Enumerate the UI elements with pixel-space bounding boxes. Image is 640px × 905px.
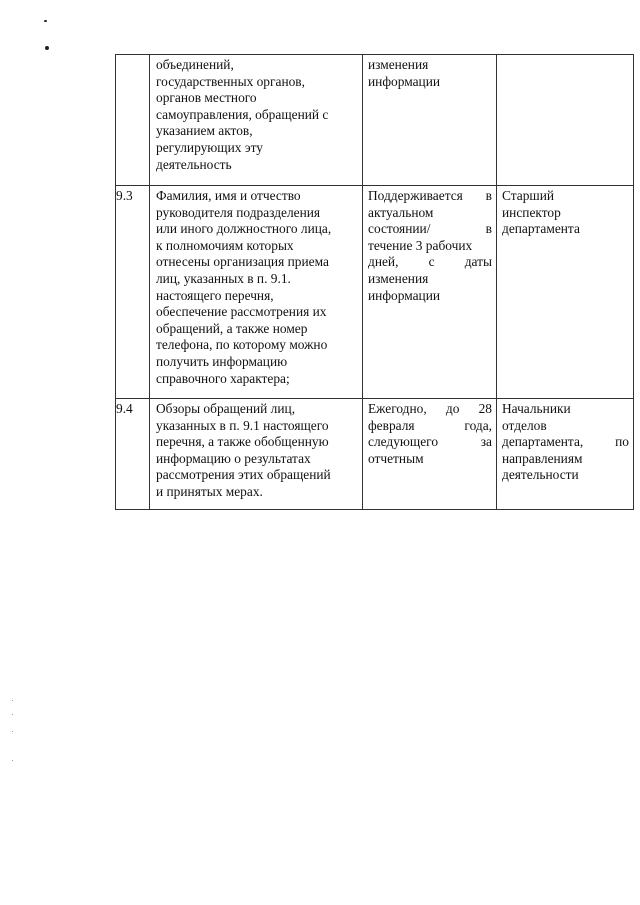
text-line	[368, 451, 492, 468]
text-line	[368, 271, 492, 288]
text-line	[502, 434, 629, 451]
word: следующего	[368, 434, 439, 450]
item-description	[150, 186, 363, 399]
word: изменения	[368, 270, 429, 286]
text-line	[368, 288, 492, 305]
text-line: обращений, а также номер	[156, 320, 308, 336]
word: года,	[464, 417, 492, 433]
document-table	[115, 54, 634, 510]
text-line	[368, 434, 492, 451]
text-line	[368, 74, 492, 91]
word: Ежегодно,	[368, 401, 427, 416]
word: дней,	[368, 254, 399, 270]
item-term	[363, 399, 497, 510]
text-line: настоящего перечня,	[156, 287, 274, 303]
table-row	[116, 186, 634, 399]
word: актуальном	[368, 204, 434, 220]
text-line: или иного должностного лица,	[156, 221, 332, 237]
word: до	[445, 401, 460, 416]
item-responsible	[497, 399, 634, 510]
text-line	[502, 221, 629, 238]
text-line: указанных в п. 9.1 настоящего	[156, 417, 329, 433]
item-number: 9.4	[116, 399, 150, 510]
word: департамента,	[502, 434, 584, 450]
text-line: обеспечение рассмотрения их	[156, 304, 327, 320]
word: февраля	[368, 417, 415, 433]
word: информации	[368, 287, 441, 303]
text-line: указанием актов,	[156, 123, 253, 139]
text-line: объединений,	[156, 57, 234, 72]
item-number	[116, 55, 150, 186]
text-line: и принятых мерах.	[156, 483, 263, 499]
text-line: органов местного	[156, 90, 257, 106]
scan-dot	[45, 46, 49, 50]
text-line: Обзоры обращений лиц,	[156, 401, 296, 416]
item-responsible	[497, 186, 634, 399]
word: инспектор	[502, 204, 561, 220]
word: департамента	[502, 221, 580, 237]
word: отчетным	[368, 450, 424, 466]
word: Поддерживается	[368, 188, 463, 203]
word: Старший	[502, 188, 555, 203]
text-line	[502, 401, 629, 418]
word: информации	[368, 73, 441, 89]
text-line	[368, 188, 492, 205]
text-line: рассмотрения этих обращений	[156, 467, 331, 483]
text-line: регулирующих эту	[156, 139, 263, 155]
table-row	[116, 55, 634, 186]
item-number: 9.3	[116, 186, 150, 399]
item-responsible	[497, 55, 634, 186]
scan-specks	[12, 700, 15, 820]
text-line: справочного характера;	[156, 370, 290, 386]
word: течение 3 рабочих	[368, 237, 473, 253]
text-line	[502, 205, 629, 222]
text-line	[368, 221, 492, 238]
scan-mark-top	[44, 20, 47, 22]
item-term	[363, 55, 497, 186]
text-line: к полномочиям которых	[156, 237, 294, 253]
text-line: самоуправления, обращений с	[156, 106, 329, 122]
item-description	[150, 399, 363, 510]
text-line	[368, 238, 492, 255]
item-term	[363, 186, 497, 399]
word: за	[480, 434, 492, 450]
text-line: лиц, указанных в п. 9.1.	[156, 270, 291, 286]
text-line: деятельность	[156, 156, 232, 172]
text-line: перечня, а также обобщенную	[156, 434, 329, 450]
word: Начальники	[502, 401, 571, 416]
text-line	[368, 205, 492, 222]
text-line	[502, 188, 629, 205]
text-line: отнесены организация приема	[156, 254, 329, 270]
word: состоянии/	[368, 221, 431, 237]
word: с	[428, 254, 435, 270]
text-line	[502, 418, 629, 435]
word: 28	[478, 401, 492, 416]
text-line	[368, 401, 492, 418]
word: отделов	[502, 417, 547, 433]
word: даты	[464, 254, 492, 270]
text-line: руководителя подразделения	[156, 204, 321, 220]
text-line: информацию о результатах	[156, 450, 311, 466]
table-row	[116, 399, 634, 510]
text-line	[502, 451, 629, 468]
word: в	[485, 188, 492, 203]
text-line: получить информацию	[156, 353, 288, 369]
text-line	[368, 418, 492, 435]
word: в	[485, 221, 492, 237]
word: направлениям	[502, 450, 583, 466]
text-line	[502, 467, 629, 484]
text-line	[368, 57, 492, 74]
text-line: государственных органов,	[156, 73, 305, 89]
item-description	[150, 55, 363, 186]
word: изменения	[368, 57, 429, 72]
text-line: телефона, по которому можно	[156, 337, 328, 353]
word: по	[615, 434, 629, 450]
text-line	[368, 254, 492, 271]
text-line: Фамилия, имя и отчество	[156, 188, 301, 203]
word: деятельности	[502, 467, 579, 483]
